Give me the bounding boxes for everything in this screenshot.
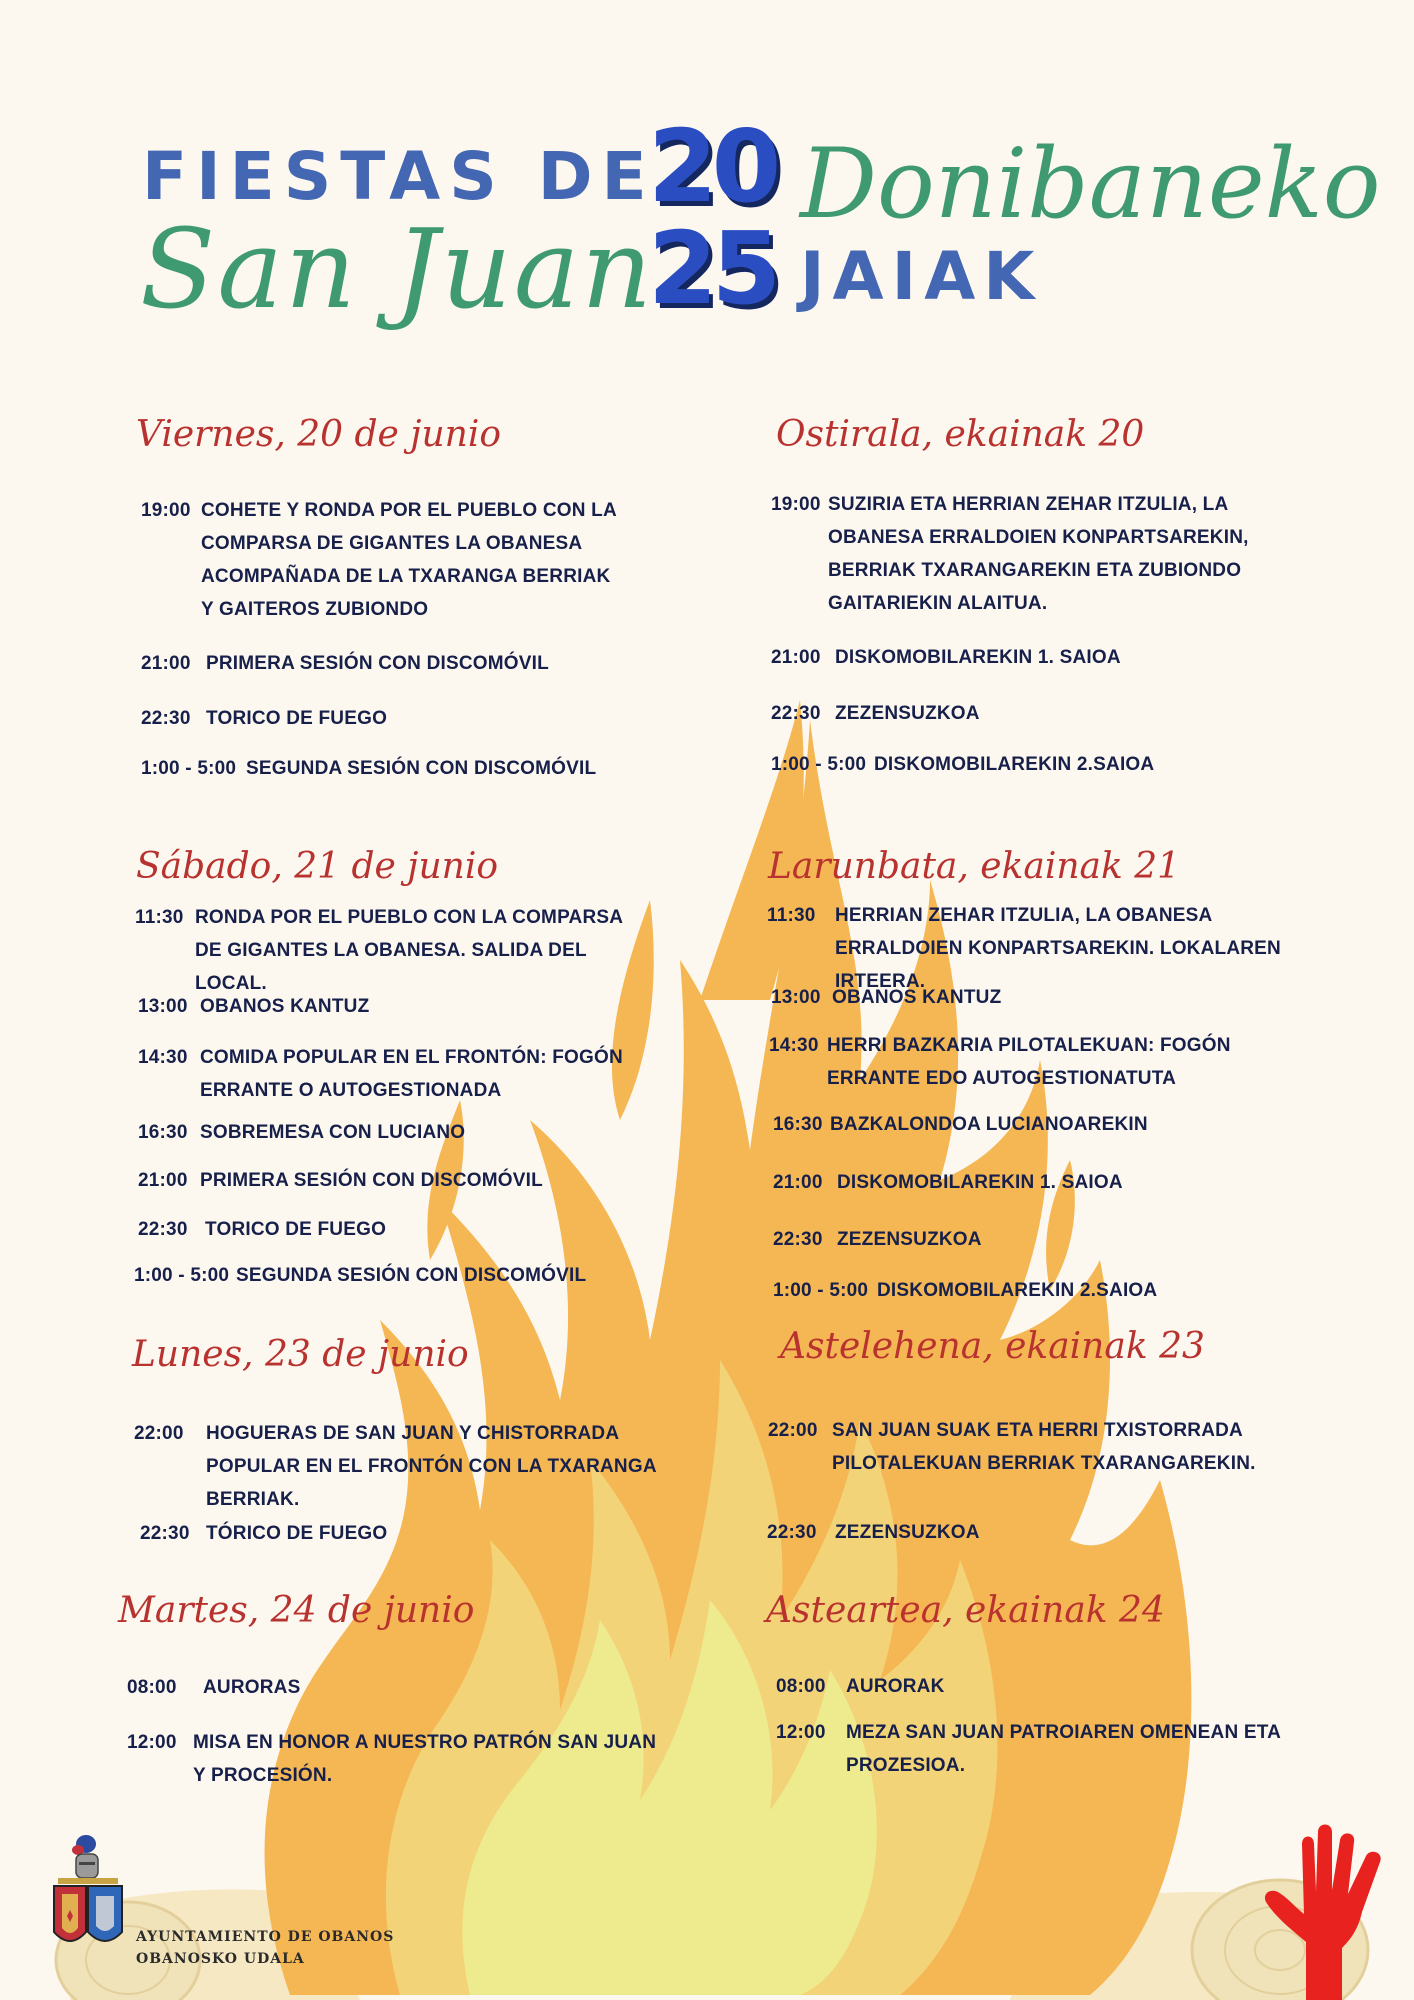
event-time: 22:30 <box>140 1523 190 1544</box>
event-time: 1:00 - 5:00 <box>773 1280 869 1301</box>
event-text: AURORAS <box>203 1677 301 1698</box>
event-time: 22:00 <box>768 1420 818 1441</box>
title-fiestas-de: FIESTAS DE <box>142 138 656 215</box>
event-text: OBANOS KANTUZ <box>832 987 1002 1008</box>
event-text: TÓRICO DE FUEGO <box>206 1523 388 1544</box>
event-es-sat-7 <box>134 1259 714 1293</box>
event-es-sat-2 <box>138 990 708 1024</box>
day-heading-es-tuesday: Martes, 24 de junio <box>118 1590 475 1631</box>
day-heading-eu-saturday: Larunbata, ekainak 21 <box>768 846 1181 887</box>
event-es-fri-4 <box>141 752 701 786</box>
event-text: DISKOMOBILAREKIN 1. SAIOA <box>837 1172 1123 1193</box>
event-time: 08:00 <box>776 1676 826 1697</box>
event-es-fri-2 <box>141 647 701 681</box>
municipality-name-eu: OBANOSKO UDALA <box>136 1951 305 1967</box>
event-time: 12:00 <box>776 1722 826 1743</box>
event-eu-mon-1 <box>768 1414 1328 1484</box>
event-text: ZEZENSUZKOA <box>835 703 980 724</box>
event-time: 12:00 <box>127 1732 177 1753</box>
event-eu-tue-2 <box>776 1716 1336 1786</box>
year-top: 20 <box>648 108 776 225</box>
event-eu-sat-1 <box>767 899 1337 992</box>
event-es-fri-3 <box>141 702 701 736</box>
event-text: TORICO DE FUEGO <box>205 1219 387 1240</box>
event-text: DISKOMOBILAREKIN 2.SAIOA <box>874 754 1155 775</box>
event-eu-tue-1 <box>776 1670 1336 1704</box>
event-time: 22:30 <box>141 708 191 729</box>
event-text: SAN JUAN SUAK ETA HERRI TXISTORRADA PILOTALEKUAN BERRIAK TXARANGAREKIN. <box>832 1420 1256 1474</box>
event-time: 14:30 <box>769 1035 819 1056</box>
event-time: 21:00 <box>138 1170 188 1191</box>
event-es-sat-4 <box>138 1116 708 1150</box>
event-eu-sat-2 <box>771 981 1311 1015</box>
day-heading-es-saturday: Sábado, 21 de junio <box>136 846 499 887</box>
event-es-tue-1 <box>127 1671 707 1705</box>
event-text: HERRI BAZKARIA PILOTALEKUAN: FOGÓN ERRANTE EDO AUTOGESTIONATUTA <box>827 1035 1231 1089</box>
event-time: 16:30 <box>138 1122 188 1143</box>
event-time: 13:00 <box>138 996 188 1017</box>
day-heading-es-friday: Viernes, 20 de junio <box>136 414 502 455</box>
event-eu-sat-7 <box>773 1274 1313 1308</box>
event-text: BAZKALONDOA LUCIANOAREKIN <box>830 1114 1148 1135</box>
municipality-name-es: AYUNTAMIENTO DE OBANOS <box>136 1929 395 1945</box>
event-es-mon-2 <box>140 1517 710 1551</box>
event-time: 21:00 <box>773 1172 823 1193</box>
event-time: 22:30 <box>767 1522 817 1543</box>
event-time: 22:30 <box>138 1219 188 1240</box>
event-text: COMIDA POPULAR EN EL FRONTÓN: FOGÓN ERRANTE O AUTOGESTIONADA <box>200 1047 623 1101</box>
event-text: HOGUERAS DE SAN JUAN Y CHISTORRADA POPULAR EN EL FRONTÓN CON LA TXARANGA BERRIAK. <box>206 1423 657 1510</box>
event-eu-sat-5 <box>773 1166 1313 1200</box>
event-time: 1:00 - 5:00 <box>134 1265 230 1286</box>
event-time: 22:00 <box>134 1423 184 1444</box>
event-eu-fri-4 <box>771 748 1311 782</box>
event-time: 14:30 <box>138 1047 188 1068</box>
event-eu-sat-3 <box>769 1029 1329 1099</box>
event-es-sat-6 <box>138 1213 708 1247</box>
day-heading-es-monday: Lunes, 23 de junio <box>132 1334 469 1375</box>
raised-hand-icon <box>1262 1822 1394 2000</box>
event-text: PRIMERA SESIÓN CON DISCOMÓVIL <box>206 653 549 674</box>
event-time: 11:30 <box>767 905 816 926</box>
event-text: TORICO DE FUEGO <box>206 708 388 729</box>
event-text: ZEZENSUZKOA <box>835 1522 980 1543</box>
event-es-sat-3 <box>138 1041 718 1111</box>
title-san-juan: San Juan <box>140 205 655 333</box>
event-text: RONDA POR EL PUEBLO CON LA COMPARSA DE GIGANTES LA OBANESA. SALIDA DEL LOCAL. <box>195 907 623 994</box>
event-time: 13:00 <box>771 987 821 1008</box>
event-eu-sat-6 <box>773 1223 1313 1257</box>
event-text: HERRIAN ZEHAR ITZULIA, LA OBANESA ERRALDOIEN KONPARTSAREKIN. LOKALAREN IRTEERA. <box>835 905 1281 992</box>
event-text: SUZIRIA ETA HERRIAN ZEHAR ITZULIA, LA OBANESA ERRALDOIEN KONPARTSAREKIN, BERRIAK TXARANGAREKIN ETA ZUBIONDO GAITARIEKIN ALAITUA. <box>828 494 1249 614</box>
event-text: COHETE Y RONDA POR EL PUEBLO CON LA COMPARSA DE GIGANTES LA OBANESA ACOMPAÑADA DE LA TXARANGA BERRIAK Y GAITEROS ZUBIONDO <box>201 500 617 620</box>
event-time: 22:30 <box>773 1229 823 1250</box>
day-heading-eu-monday: Astelehena, ekainak 23 <box>780 1326 1205 1367</box>
event-es-mon-1 <box>134 1417 714 1510</box>
event-eu-mon-2 <box>767 1516 1327 1550</box>
event-text: SEGUNDA SESIÓN CON DISCOMÓVIL <box>236 1265 587 1286</box>
event-es-fri-1 <box>141 494 701 634</box>
municipality-name <box>136 1926 394 1970</box>
event-text: DISKOMOBILAREKIN 1. SAIOA <box>835 647 1121 668</box>
crest-icon <box>48 1832 128 1960</box>
event-text: AURORAK <box>846 1676 945 1697</box>
event-text: MEZA SAN JUAN PATROIAREN OMENEAN ETA PROZESIOA. <box>846 1722 1281 1776</box>
event-es-sat-1 <box>135 901 705 994</box>
event-text: DISKOMOBILAREKIN 2.SAIOA <box>877 1280 1158 1301</box>
event-text: PRIMERA SESIÓN CON DISCOMÓVIL <box>200 1170 543 1191</box>
event-text: SOBREMESA CON LUCIANO <box>200 1122 466 1143</box>
event-es-sat-5 <box>138 1164 708 1198</box>
event-time: 08:00 <box>127 1677 177 1698</box>
event-time: 22:30 <box>771 703 821 724</box>
event-es-tue-2 <box>127 1726 707 1796</box>
event-eu-fri-1 <box>771 488 1311 628</box>
event-eu-sat-4 <box>773 1108 1313 1142</box>
event-time: 21:00 <box>141 653 191 674</box>
day-heading-eu-friday: Ostirala, ekainak 20 <box>776 414 1145 455</box>
year-bottom: 25 <box>648 210 776 327</box>
event-eu-fri-3 <box>771 697 1311 731</box>
title-donibaneko: Donibaneko <box>800 128 1381 240</box>
event-eu-fri-2 <box>771 641 1311 675</box>
day-heading-eu-tuesday: Asteartea, ekainak 24 <box>766 1590 1165 1631</box>
event-time: 19:00 <box>141 500 191 521</box>
title-jaiak: JAIAK <box>800 238 1043 315</box>
event-time: 11:30 <box>135 907 184 928</box>
event-time: 21:00 <box>771 647 821 668</box>
event-time: 1:00 - 5:00 <box>771 754 867 775</box>
event-text: MISA EN HONOR A NUESTRO PATRÓN SAN JUAN Y PROCESIÓN. <box>193 1732 657 1786</box>
event-time: 16:30 <box>773 1114 823 1135</box>
event-time: 19:00 <box>771 494 821 515</box>
event-text: OBANOS KANTUZ <box>200 996 370 1017</box>
event-time: 1:00 - 5:00 <box>141 758 237 779</box>
event-text: ZEZENSUZKOA <box>837 1229 982 1250</box>
event-text: SEGUNDA SESIÓN CON DISCOMÓVIL <box>246 758 597 779</box>
